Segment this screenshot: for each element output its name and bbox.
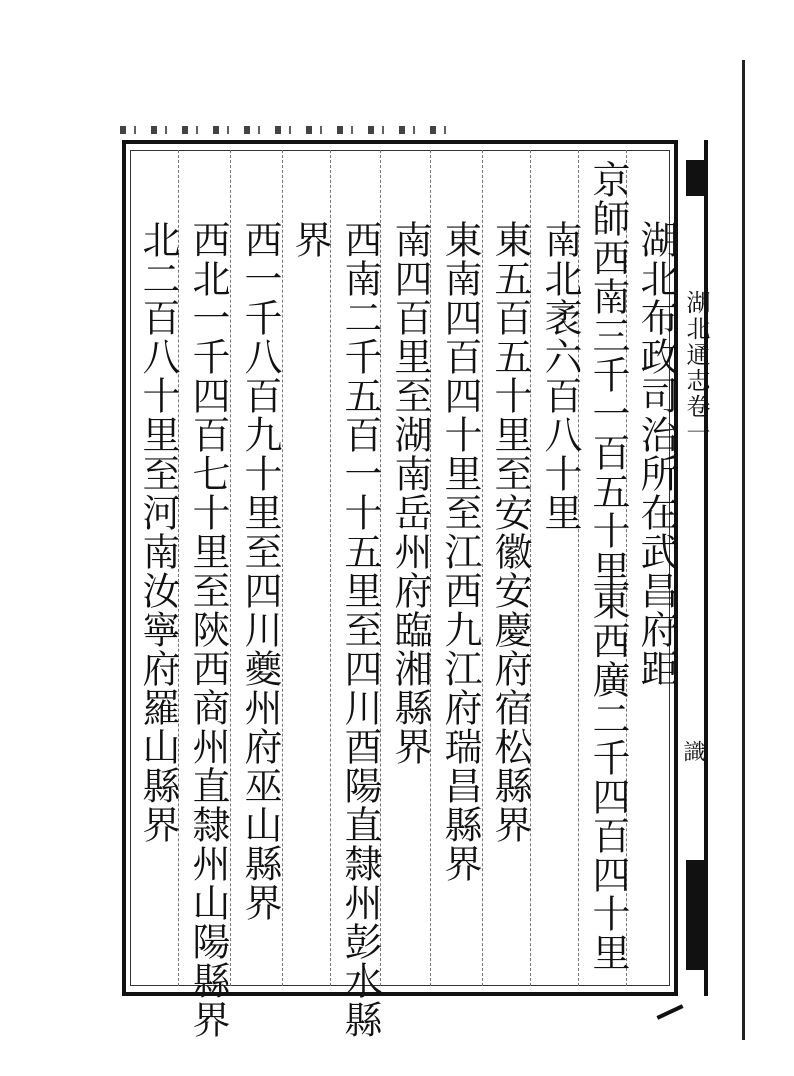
page-edge-line — [742, 60, 745, 1040]
column-rule — [282, 150, 283, 986]
text-column: 東西廣二千四百四十里 — [586, 582, 630, 972]
column-rule — [482, 150, 483, 986]
text-column: 京師西南三千一百五十里 — [586, 160, 630, 589]
text-column: 西北一千四百七十里至陝西商州直隸州山陽縣界 — [186, 220, 230, 1039]
text-column: 界 — [288, 220, 332, 259]
ink-stroke — [656, 1004, 683, 1019]
text-column: 東五百五十里至安徽安慶府宿松縣界 — [488, 220, 532, 844]
text-column: 西一千八百九十里至四川夔州府巫山縣界 — [238, 220, 282, 922]
text-column: 湖北布政司治所在武昌府距 — [634, 220, 678, 688]
fishtail-top-block — [686, 160, 708, 196]
spine-title: 湖北通志卷一 — [682, 290, 710, 446]
fold-margin — [680, 140, 708, 996]
text-column: 南四百里至湖南岳州府臨湘縣界 — [388, 220, 432, 766]
text-column: 東南四百四十里至江西九江府瑞昌縣界 — [438, 220, 482, 883]
margin-mark: 識 — [680, 740, 705, 762]
fishtail-bottom-block — [686, 860, 708, 970]
column-rule — [230, 150, 231, 986]
frame-top-speckle — [120, 126, 460, 134]
text-column: 南北袤六百八十里 — [538, 220, 582, 532]
text-column: 西南二千五百一十五里至四川酉陽直隸州彭水縣 — [338, 220, 382, 1039]
column-rule — [330, 150, 331, 986]
text-column: 北二百八十里至河南汝寧府羅山縣界 — [136, 220, 180, 844]
